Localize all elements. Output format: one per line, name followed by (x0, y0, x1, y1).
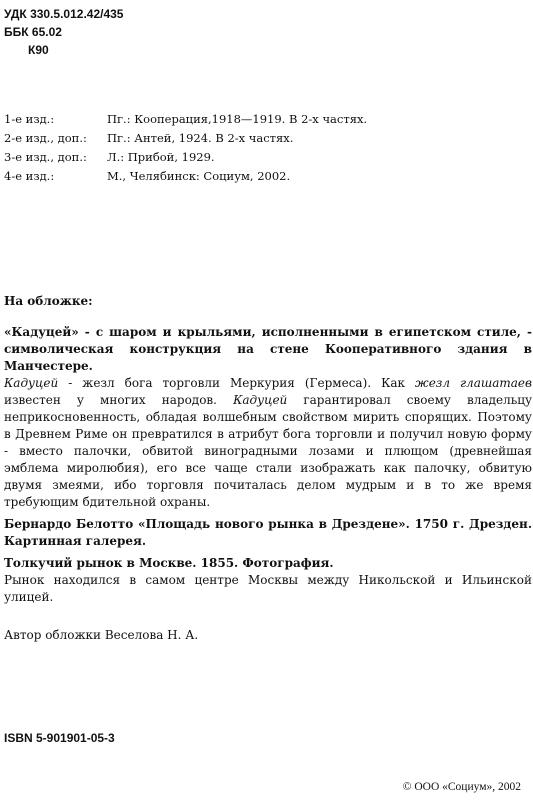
edition-row (4, 110, 524, 129)
caduceus-section (4, 324, 532, 511)
isbn: ISBN 5-901901-05-3 (4, 731, 115, 745)
classification-block (4, 5, 123, 59)
cover-heading: На обложке: (4, 294, 93, 308)
edition-row (4, 148, 524, 167)
description-part: гарантировал своему владельцу неприкосновенность, обладая волшебным свойством мирить спорящих. Поэтому в Древнем Риме он превратился в атрибут бога торговли и получил новую форму - вместо палочки, обвитой виноградными лозами и плющом (древнейшая эмблема миролюбия), его все чаще стали изображать как палочку, обвитую двумя змеями, ибо торговля почиталась делом мудрым и в то же время требующим бдительной охраны. (4, 393, 533, 509)
edition-label: 2-е изд., доп.: (4, 131, 87, 145)
edition-label: 4-е изд.: (4, 169, 55, 183)
udk-code: УДК 330.5.012.42/435 (4, 7, 124, 21)
edition-value: М., Челябинск: Социум, 2002. (107, 169, 291, 183)
description-part: - жезл бога торговли Меркурия (Гермеса). Как (58, 376, 416, 390)
description-part: известен у многих народов. (4, 393, 234, 407)
cover-author: Автор обложки Веселова Н. А. (4, 628, 199, 642)
edition-value: Л.: Прибой, 1929. (107, 150, 215, 164)
moscow-market-title: Толкучий рынок в Москве. 1855. Фотография. (4, 556, 334, 570)
term-caduceus: Кадуцей (233, 393, 288, 407)
caduceus-title: «Кадуцей» - с шаром и крыльями, исполненными в египетском стиле, - символическая конструкция на стене Кооперативного здания в Манчестере. (4, 325, 532, 373)
moscow-market-text: Рынок находился в самом центре Москвы между Никольской и Ильинской улицей. (4, 573, 532, 604)
edition-value: Пг.: Кооперация,1918—1919. В 2-х частях. (107, 112, 368, 126)
term-caduceus: Кадуцей (4, 376, 59, 390)
edition-value: Пг.: Антей, 1924. В 2-х частях. (107, 131, 294, 145)
copyright: © ООО «Социум», 2002 (402, 781, 521, 793)
moscow-market-section (4, 555, 532, 606)
belotto-caption: Бернардо Белотто «Площадь нового рынка в Дрездене». 1750 г. Дрезден. Картинная галерея. (4, 517, 532, 548)
edition-label: 1-е изд.: (4, 112, 55, 126)
bbk-code: ББК 65.02 (4, 25, 62, 39)
edition-label: 3-е изд., доп.: (4, 150, 87, 164)
term-herald-staff: жезл глашатаев (415, 376, 532, 390)
author-mark: К90 (28, 43, 49, 57)
caduceus-description (4, 375, 532, 511)
edition-row (4, 129, 524, 148)
editions-list (4, 110, 524, 186)
edition-row (4, 167, 524, 186)
